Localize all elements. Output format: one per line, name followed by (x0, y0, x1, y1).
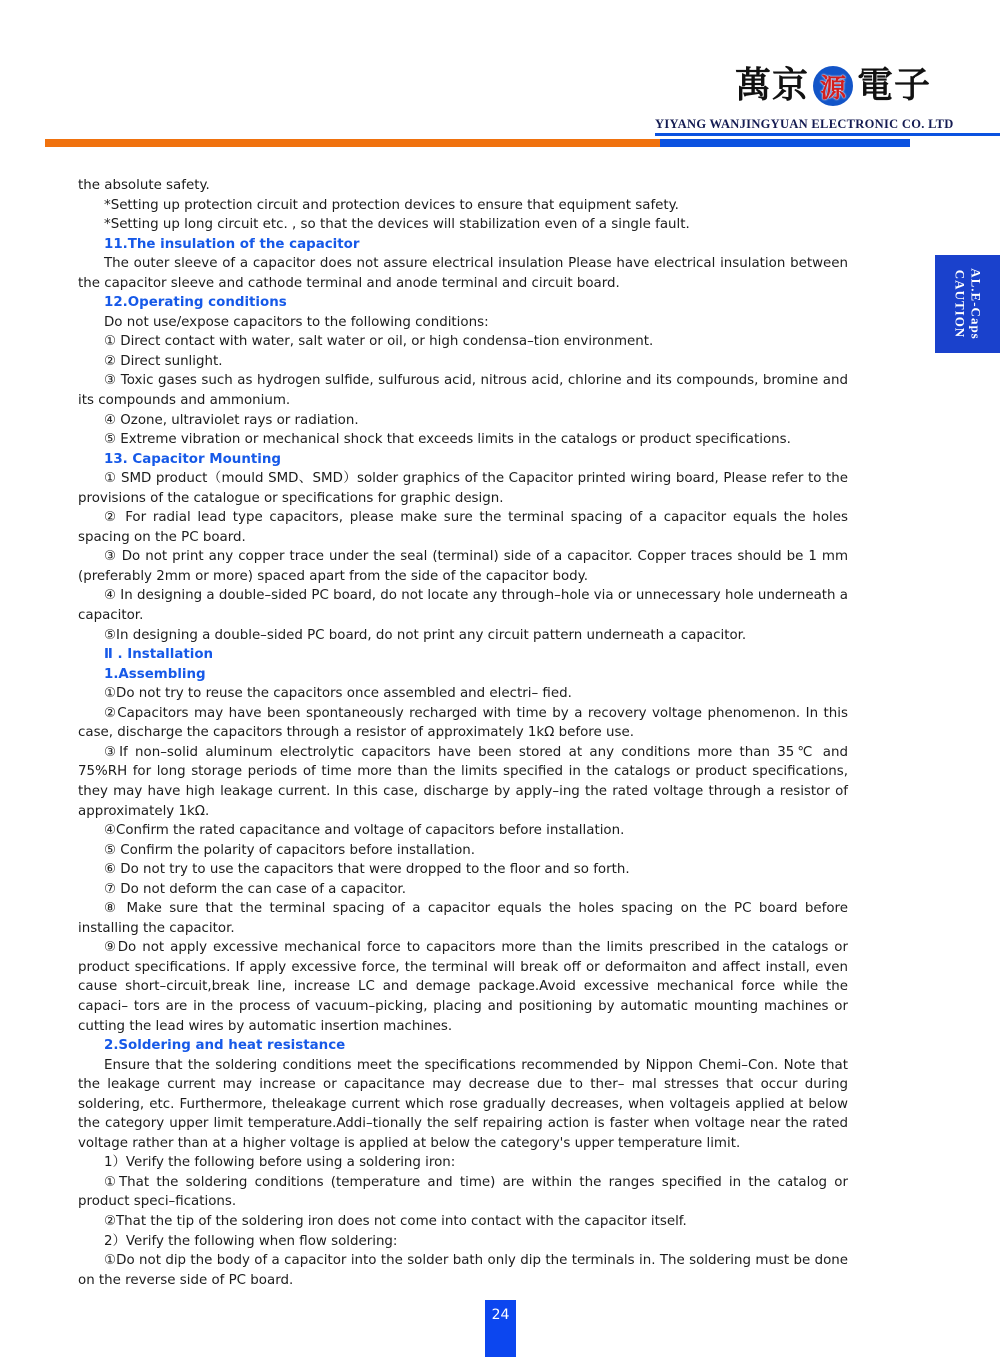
paragraph: ⑤ Extreme vibration or mechanical shock that exceeds limits in the catalogs or product specifications. (104, 432, 791, 448)
paragraph: ① SMD product（mould SMD、SMD）solder graphics of the Capacitor printed wiring board, Please refer to the provisions of the catalogue or specifications for graphic design. (78, 471, 848, 506)
page-number: 24 (491, 1307, 510, 1323)
company-name: YIYANG WANJINGYUAN ELECTRONIC CO. LTD (655, 117, 954, 131)
paragraph: ①Do not try to reuse the capacitors once assembled and electri– fied. (104, 686, 572, 702)
caution-side-tab-text (935, 255, 1000, 353)
header-bar-blue-segment (660, 139, 910, 147)
section-heading: 2.Soldering and heat resistance (104, 1038, 346, 1054)
paragraph: Do not use/expose capacitors to the following conditions: (104, 314, 489, 330)
logo-text-left: 萬京 (735, 65, 810, 106)
paragraph: ③ Toxic gases such as hydrogen sulfide, sulfurous acid, nitrous acid, chlorine and its compounds, bromine and its compounds and ammonium. (78, 373, 848, 409)
paragraph: ②Capacitors may have been spontaneously recharged with time by a recovery voltage phenomenon. In this case, discharge the capacitors through a resistor of approximately 1kΩ before use. (78, 705, 848, 741)
paragraph: ⑧ Make sure that the terminal spacing of a capacitor equals the holes spacing on the PC board before installing the capacitor. (78, 901, 848, 936)
section-heading: 13. Capacitor Mounting (104, 451, 281, 467)
paragraph: ④Confirm the rated capacitance and voltage of capacitors before installation. (104, 823, 625, 839)
page-number-box (485, 1300, 516, 1357)
paragraph: ④ Ozone, ultraviolet rays or radiation. (104, 412, 359, 428)
paragraph: ①That the soldering conditions (temperature and time) are within the ranges specified in the catalog or product speci–fications. (78, 1174, 848, 1210)
paragraph: ①Do not dip the body of a capacitor into the solder bath only dip the terminals in. The soldering must be done on the reverse side of PC board. (78, 1253, 848, 1288)
paragraph: ⑥ Do not try to use the capacitors that were dropped to the floor and so forth. (104, 862, 630, 878)
paragraph: 2）Verify the following when flow soldering: (104, 1233, 398, 1249)
paragraph: ④ In designing a double–sided PC board, do not locate any through–hole via or unnecessary hole underneath a capacitor. (78, 588, 848, 624)
paragraph: ⑦ Do not deform the can case of a capacitor. (104, 881, 406, 897)
section-heading: Ⅱ . Installation (104, 647, 214, 663)
paragraph: ③If non–solid aluminum electrolytic capacitors have been stored at any conditions more than 35℃ and 75%RH for long storage periods of time more than the limits specified in the catalogs or product specifications, they may have high leakage current. In this case, discharge by apply–ing the rated voltage through a resistor of approximately 1kΩ. (78, 744, 848, 819)
section-heading: 1.Assembling (104, 666, 206, 682)
side-tab-line-series: AL.E-Caps (968, 268, 984, 340)
logo-circle-character: 源 (820, 73, 847, 104)
paragraph: *Setting up protection circuit and protection devices to ensure that equipment safety. (104, 197, 679, 213)
header-bar-orange-segment (45, 139, 660, 147)
paragraph: ③ Do not print any copper trace under the seal (terminal) side of a capacitor. Copper traces should be 1 mm (preferably 2mm or more) spaced apart from the side of the capacitor body. (78, 549, 848, 584)
paragraph: 1）Verify the following before using a soldering iron: (104, 1155, 456, 1171)
logo-text-right: 電子 (857, 65, 932, 106)
side-tab-line-caution: CAUTION (952, 269, 968, 339)
paragraph: ⑨Do not apply excessive mechanical force to capacitors more than the limits prescribed in the catalogs or product specifications. If apply excessive force, the terminal will break off or deformaiton and affect install, even cause short–circuit,break line, increase LC and demage package.Avoid excessive mechanical force while the capaci– tors are in the process of vacuum–picking, placing and positioning by automatic mounting machines or cutting the lead wires by automatic insertion machines. (78, 940, 848, 1034)
document-body (78, 176, 848, 1290)
paragraph: Ensure that the soldering conditions meet the specifications recommended by Nippon Chemi–Con. Note that the leakage current may increase or capacitance may decrease due to ther– mal stresses that occur during soldering, etc. Furthermore, theleakage current which rose gradually decreases, when voltageis applied at below the category upper limit temperature.Addi–tionally the self repairing action is faster when voltage near the rated voltage rather than at a higher voltage is applied at below the category's upper temperature limit. (78, 1057, 848, 1151)
section-heading: 11.The insulation of the capacitor (104, 236, 360, 252)
paragraph: ① Direct contact with water, salt water or oil, or high condensa–tion environment. (104, 334, 654, 350)
paragraph: ② Direct sunlight. (104, 353, 223, 369)
header-divider-bar (45, 139, 910, 147)
header-thin-rule (655, 133, 1000, 136)
paragraph: ②That the tip of the soldering iron does not come into contact with the capacitor itself. (104, 1213, 687, 1229)
paragraph: The outer sleeve of a capacitor does not assure electrical insulation Please have electrical insulation between the capacitor sleeve and cathode terminal and anode terminal and circuit board. (78, 256, 848, 291)
paragraph: ② For radial lead type capacitors, please make sure the terminal spacing of a capacitor equals the holes spacing on the PC board. (78, 510, 848, 545)
caution-side-tab (935, 255, 1000, 353)
section-heading: 12.Operating conditions (104, 295, 287, 311)
paragraph: the absolute safety. (78, 178, 210, 193)
paragraph: ⑤ Confirm the polarity of capacitors before installation. (104, 842, 476, 858)
paragraph: ⑤In designing a double–sided PC board, do not print any circuit pattern underneath a capacitor. (104, 627, 747, 643)
company-logo (735, 66, 931, 106)
paragraph: *Setting up long circuit etc. , so that the devices will stabilization even of a single fault. (104, 217, 690, 233)
logo-circle-icon (813, 66, 853, 106)
